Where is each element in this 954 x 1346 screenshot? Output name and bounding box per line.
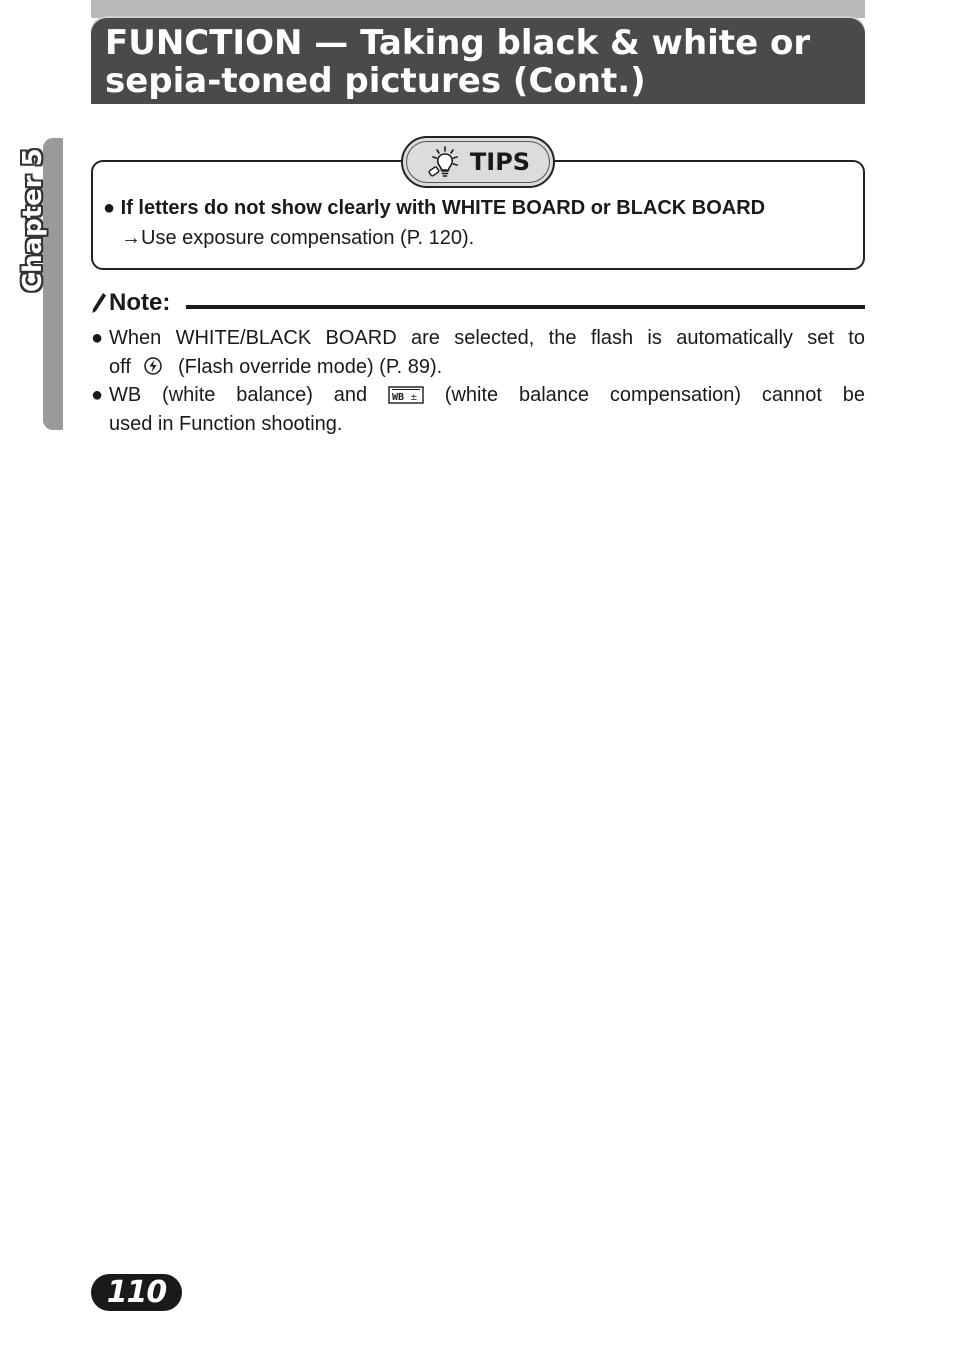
note-item-line <box>109 381 865 410</box>
note-divider <box>186 305 865 309</box>
tips-item-followup-text: Use exposure compensation (P. 120). <box>141 227 475 249</box>
flash-off-icon <box>142 356 164 376</box>
tips-item-text: If letters do not show clearly with WHITE BOARD or BLACK BOARD <box>120 197 766 219</box>
page-number-badge <box>91 1274 182 1311</box>
page-number: 110 <box>106 1275 167 1310</box>
note-label: Note: <box>109 289 171 316</box>
note-item-line: used in Function shooting. <box>109 413 343 435</box>
lightbulb-icon <box>426 145 460 179</box>
note-item-text: WB (white balance) and <box>109 384 368 406</box>
note-item-line <box>109 353 865 382</box>
tips-badge <box>401 136 555 188</box>
page-title-line2: sepia-toned pictures (Cont.) <box>105 61 646 101</box>
arrow-icon: → <box>121 227 141 249</box>
wb-compensation-icon <box>388 386 424 404</box>
bullet: ● <box>103 197 116 219</box>
tips-item-followup <box>121 227 474 250</box>
page-title-line1: FUNCTION — Taking black & white or <box>105 23 811 63</box>
tips-label: TIPS <box>469 148 531 176</box>
note-item-text: (white balance compensation) cannot be <box>444 384 865 406</box>
note-item <box>91 381 865 439</box>
svg-text:WB: WB <box>391 392 405 403</box>
page-title <box>105 24 855 100</box>
note-item-text: off <box>109 356 131 378</box>
bullet: ● <box>91 327 104 349</box>
chapter-label: Chapter 5 <box>18 148 48 292</box>
note-item <box>91 324 865 382</box>
note-header <box>91 289 170 317</box>
pencil-icon <box>91 292 107 314</box>
note-item-line: When WHITE/BLACK BOARD are selected, the flash is automatically set to <box>109 327 865 349</box>
title-block <box>91 16 865 104</box>
note-item-text: (Flash override mode) (P. 89). <box>178 356 443 378</box>
tips-item <box>103 197 765 220</box>
svg-text:±: ± <box>409 393 418 403</box>
bullet: ● <box>91 384 104 406</box>
